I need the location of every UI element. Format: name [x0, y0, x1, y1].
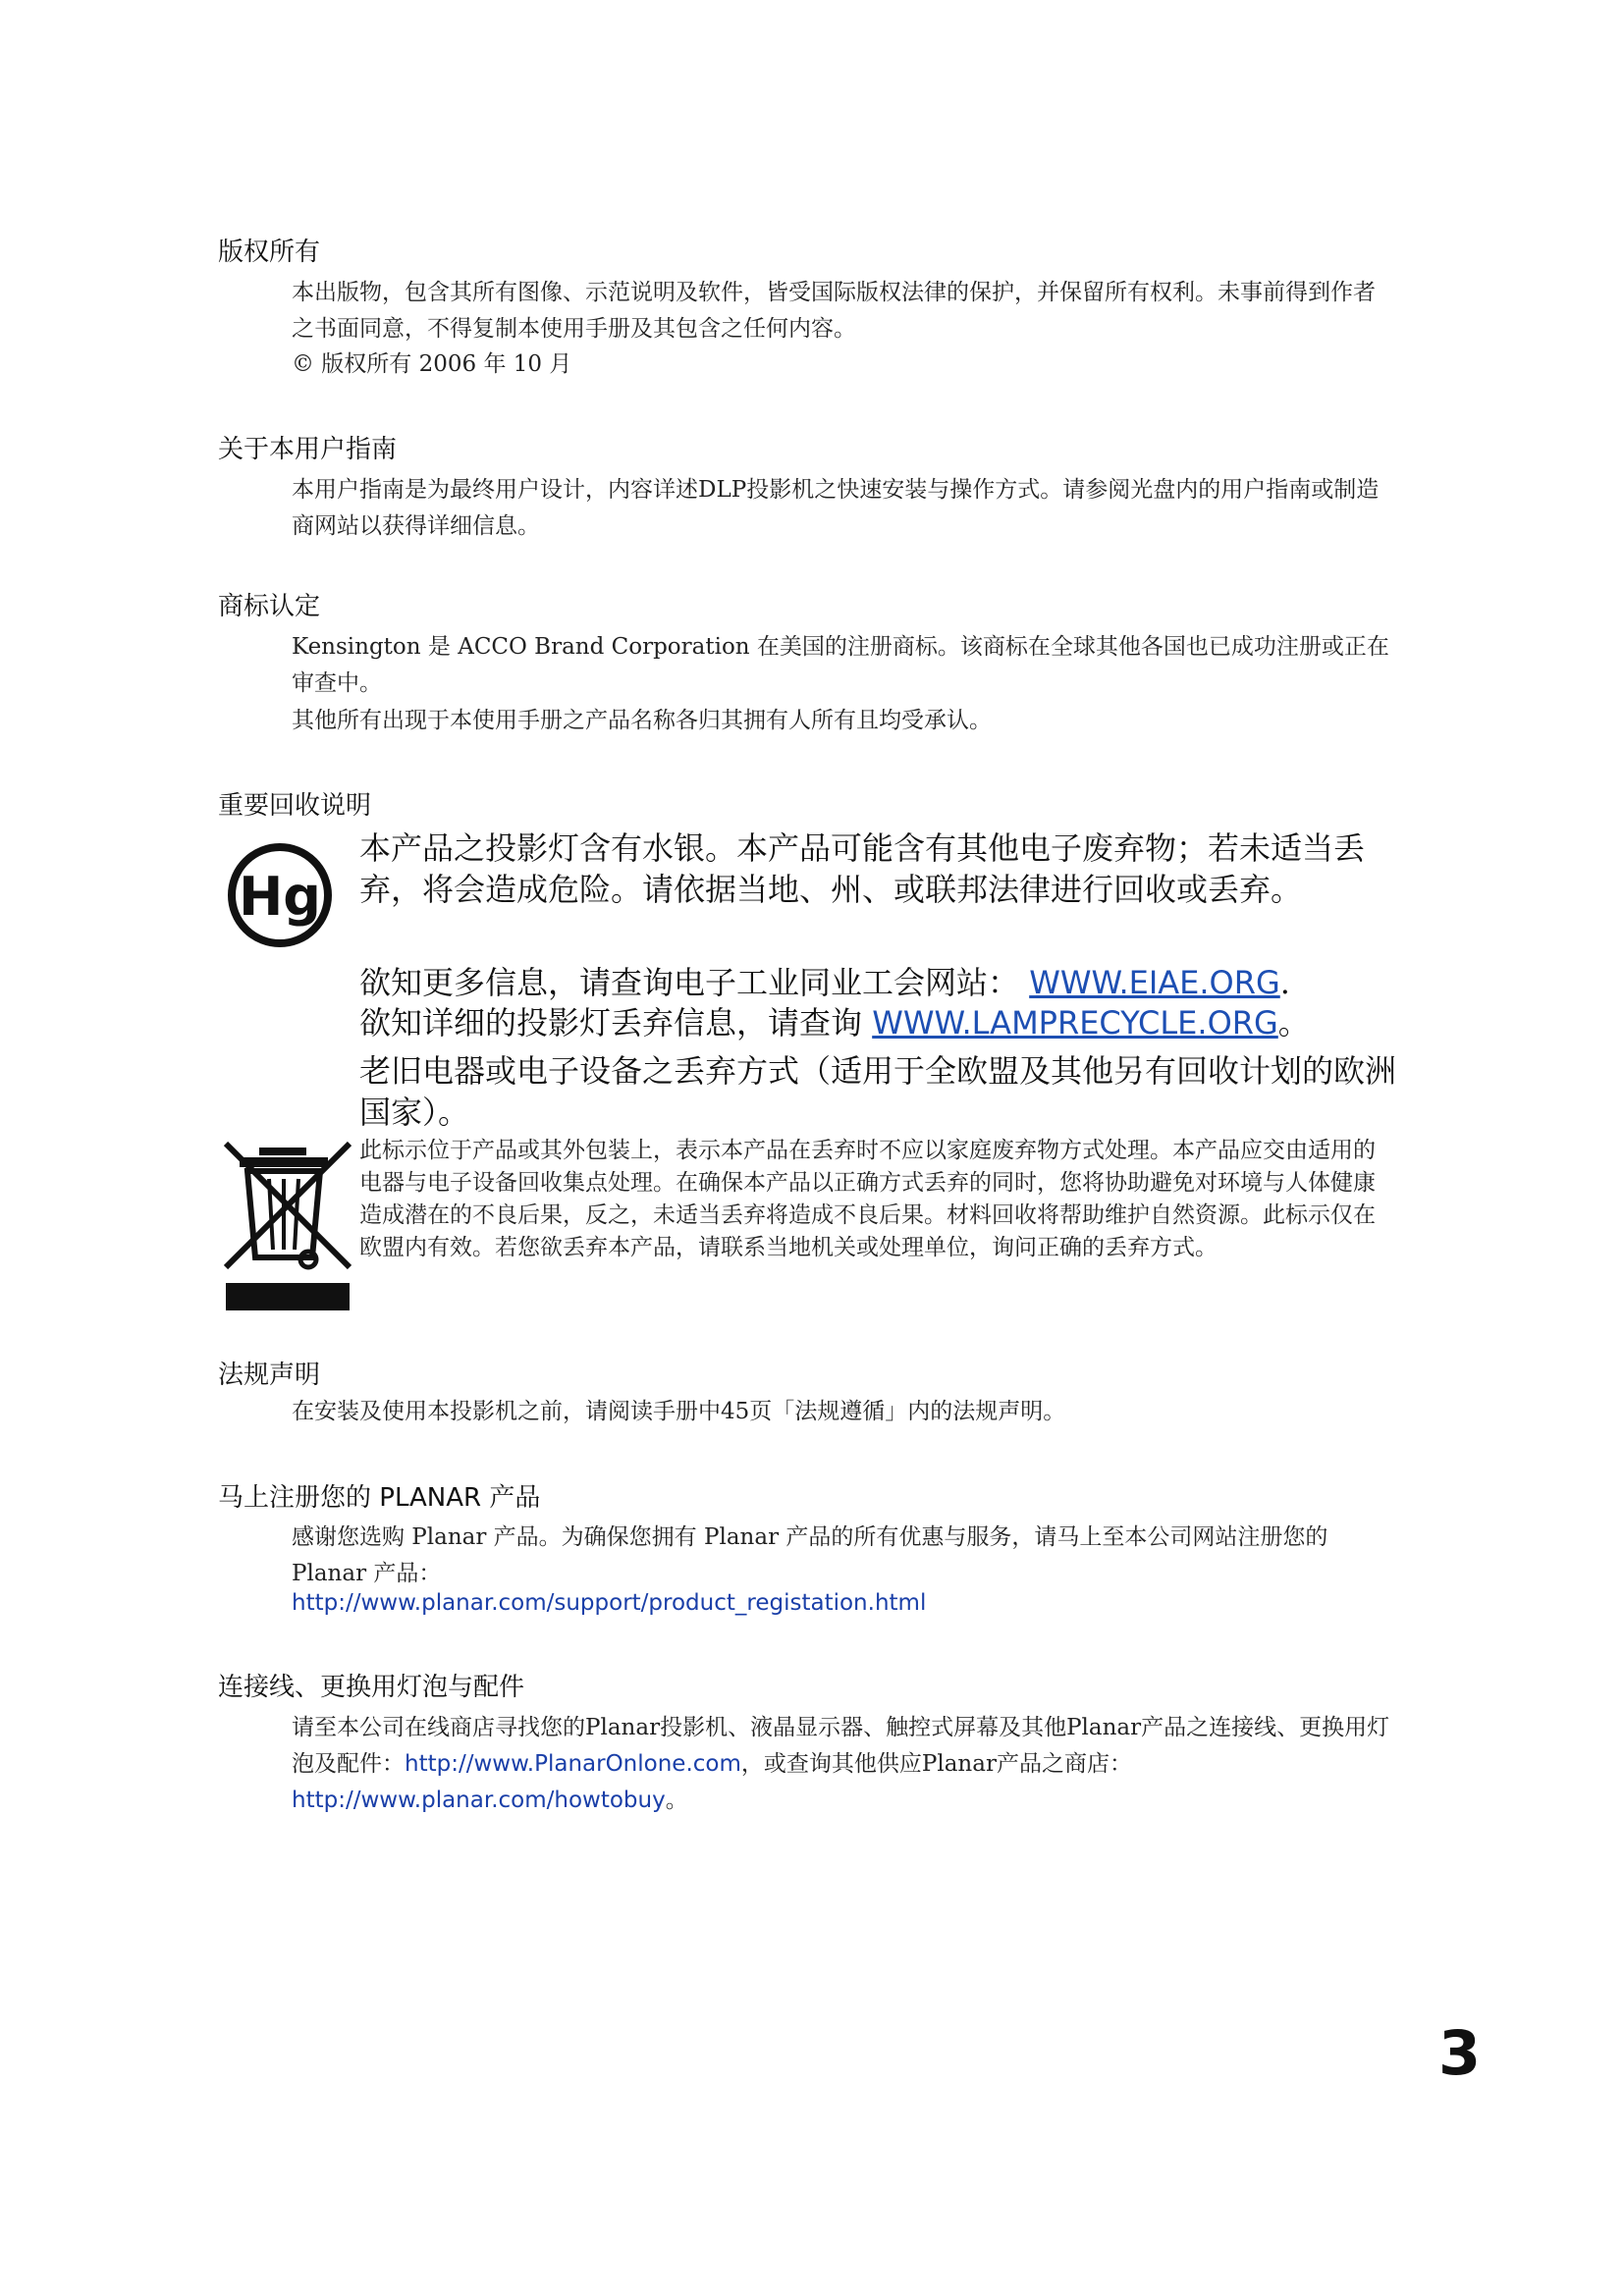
lamp-info-line	[359, 1002, 1400, 1043]
copyright-title: 版权所有	[218, 238, 321, 267]
copyright-body: 本出版物，包含其所有图像、示范说明及软件，皆受国际版权法律的保护，并保留所有权利。未事前得到作者之书面同意，不得复制本使用手册及其包含之任何内容。	[292, 280, 1376, 342]
lamp-info-suffix: 。	[1277, 1004, 1310, 1041]
register-link-line	[292, 1585, 1391, 1622]
accessories-body-prefix: 请至本公司在线商店寻找您的Planar投影机、液晶显示器、触控式屏幕及其他Planar产品之连接线、更换用灯泡及配件：	[292, 1715, 1390, 1777]
eiae-link[interactable]: WWW.EIAE.ORG	[1029, 964, 1280, 1001]
accessories-title: 连接线、更换用灯泡与配件	[218, 1673, 525, 1702]
lamp-mercury-text: 本产品之投影灯含有水银。本产品可能含有其他电子废弃物；若未适当丢弃，将会造成危险。请依据当地、州、或联邦法律进行回收或丢弃。	[359, 829, 1366, 908]
trademark-body-2: 其他所有出现于本使用手册之产品名称各归其拥有人所有且均受承认。	[292, 708, 992, 733]
more-info-prefix: 欲知更多信息，请查询电子工业同业工会网站：	[359, 964, 1020, 1001]
regulatory-body: 在安装及使用本投影机之前，请阅读手册中45页「法规遵循」内的法规声明。	[292, 1399, 1066, 1424]
register-title: 马上注册您的 PLANAR 产品	[218, 1483, 541, 1513]
accessories-body	[292, 1710, 1391, 1819]
page-number: 3	[1438, 2017, 1482, 2089]
more-info-line	[359, 962, 1400, 1003]
trademark-title: 商标认定	[218, 592, 321, 621]
register-body: 感谢您选购 Planar 产品。为确保您拥有 Planar 产品的所有优惠与服务，请马上至本公司网站注册您的 Planar 产品：	[292, 1524, 1328, 1586]
lamp-info-prefix: 欲知详细的投影灯丢弃信息，请查询	[359, 1004, 863, 1041]
accessories-body-suffix: 。	[665, 1788, 688, 1813]
regulatory-title: 法规声明	[218, 1361, 321, 1390]
trademark-body-1: Kensington 是 ACCO Brand Corporation 在美国的注册商标。该商标在全球其他各国也已成功注册或正在审查中。	[292, 634, 1389, 696]
weee-body: 此标示位于产品或其外包装上，表示本产品在丢弃时不应以家庭废弃物方式处理。本产品应交由适用的电器与电子设备回收集点处理。在确保本产品以正确方式丢弃的同时，您将协助避免对环境与人体健康造成潜在的不良后果，反之，未适当丢弃将造成不良后果。材料回收将帮助维护自然资源。此标示仅在欧盟内有效。若您欲丢弃本产品，请联系当地机关或处理单位，询问正确的丢弃方式。	[359, 1138, 1376, 1260]
mercury-hg-icon	[226, 841, 334, 949]
accessories-body-mid: ，或查询其他供应Planar产品之商店：	[740, 1751, 1132, 1777]
about-body: 本用户指南是为最终用户设计，内容详述DLP投影机之快速安装与操作方式。请参阅光盘内的用户指南或制造商网站以获得详细信息。	[292, 477, 1380, 539]
weee-crossed-bin-icon	[218, 1138, 357, 1314]
lamprecycle-link[interactable]: WWW.LAMPRECYCLE.ORG	[872, 1004, 1278, 1041]
weee-heading: 老旧电器或电子设备之丢弃方式（适用于全欧盟及其他另有回收计划的欧洲国家）。	[359, 1052, 1397, 1131]
how-to-buy-link[interactable]: http://www.planar.com/howtobuy	[292, 1788, 666, 1813]
planar-online-link[interactable]: http://www.PlanarOnlone.com	[405, 1751, 741, 1777]
about-title: 关于本用户指南	[218, 435, 398, 464]
eiae-suffix: .	[1279, 964, 1290, 1001]
registration-link[interactable]: http://www.planar.com/support/product_registation.html	[292, 1590, 927, 1616]
copyright-notice: © 版权所有 2006 年 10 月	[292, 351, 572, 377]
recycle-title: 重要回收说明	[218, 791, 372, 821]
svg-text:Hg: Hg	[239, 866, 321, 928]
